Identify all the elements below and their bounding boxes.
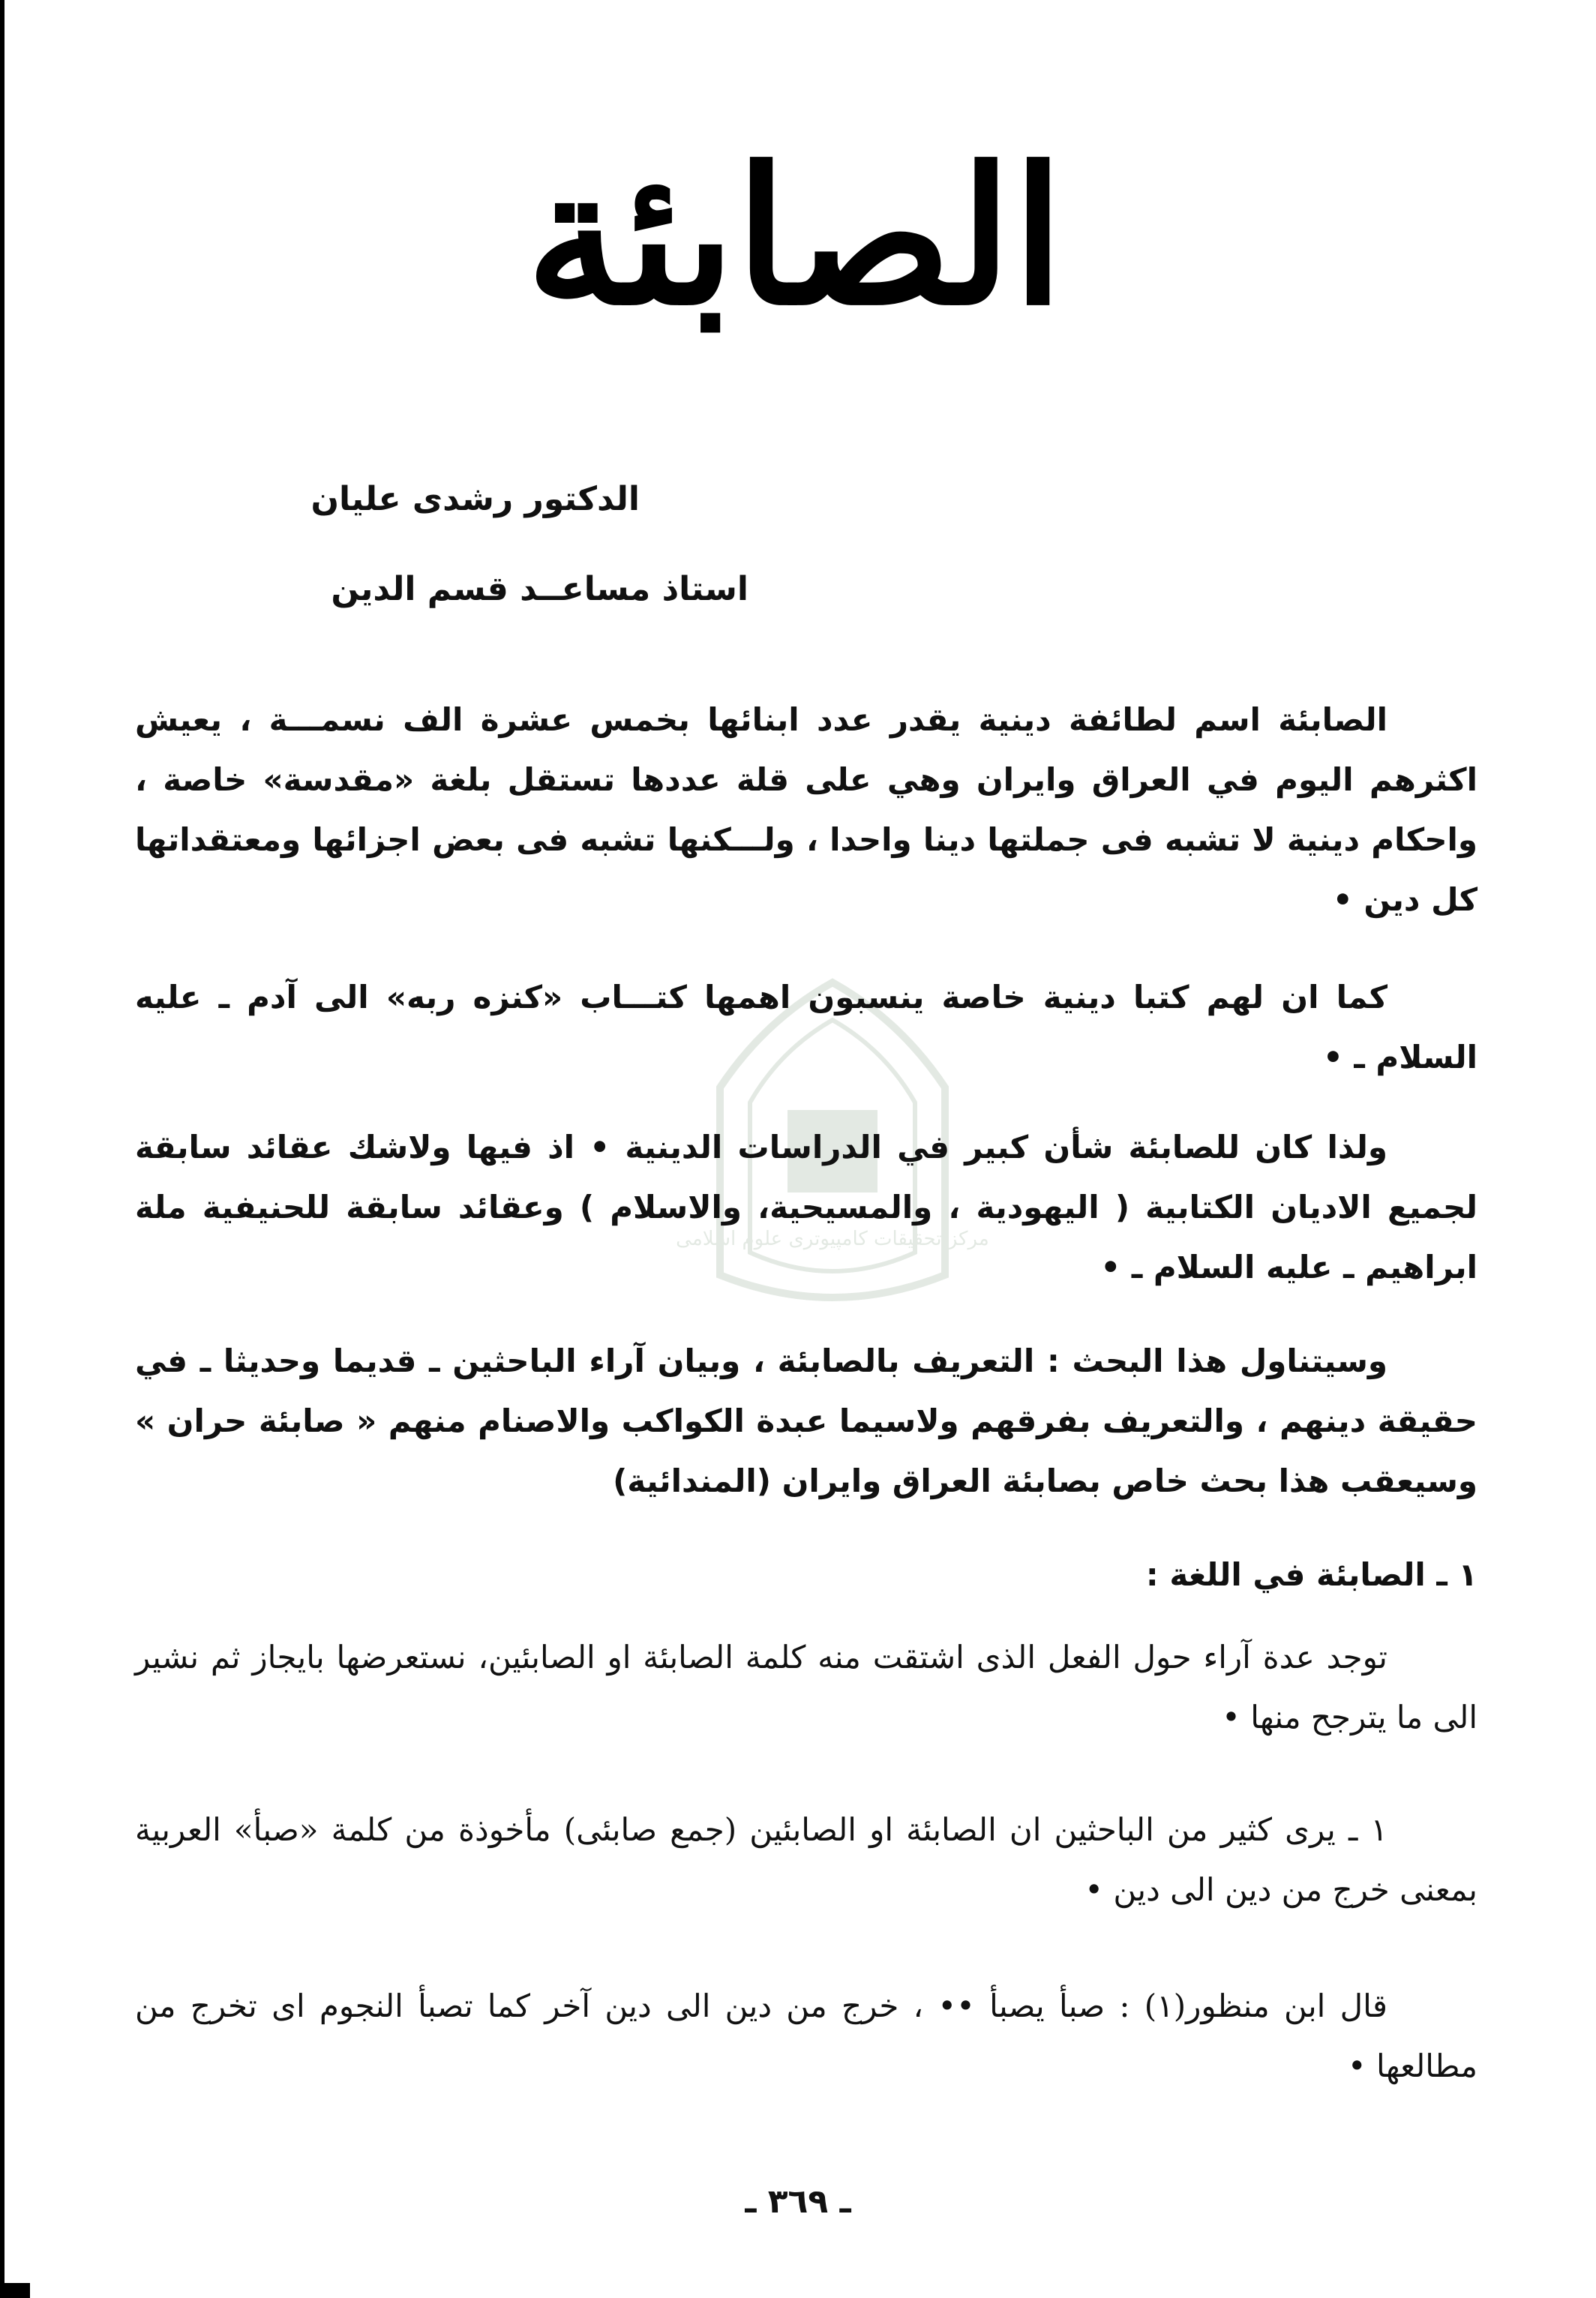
- scan-edge: [0, 0, 4, 2298]
- intro-paragraph-4: وسيتناول هذا البحث : التعريف بالصابئة ، وبيان آراء الباحثين ـ قديما وحديثا ـ في حقيقة دينهم ، والتعريف بفرقهم ولاسيما عبدة الكواكب والاصنام منهم « صابئة حران » وسيعقب هذا بحث خاص بصابئة العراق وايران (المندائية): [135, 1342, 1478, 1499]
- scan-corner: [0, 2283, 30, 2298]
- section-heading: ١ ـ الصابئة في اللغة :: [1145, 1556, 1478, 1593]
- author-name: الدكتور رشدى عليان: [310, 480, 640, 518]
- intro-paragraph-2: كما ان لهم كتبا دينية خاصة ينسبون اهمها كتـــاب «كنزه ربه» الى آدم ـ عليه السلام ـ •: [135, 979, 1478, 1076]
- intro-paragraph-3: ولذا كان للصابئة شأن كبير في الدراسات الدينية • اذ فيها ولاشك عقائد سابقة لجميع الاديان الكتابية ( اليهودية ، والمسيحية، والاسلام ) وعقائد سابقة للحنيفية ملة ابراهيم ـ عليه السلام ـ •: [135, 1129, 1478, 1286]
- body-paragraph-1: توجد عدة آراء حول الفعل الذى اشتقت منه كلمة الصابئة او الصابئين، نستعرضها بايجاز ثم نشير الى ما يترجح منها •: [135, 1639, 1478, 1736]
- page-number: ـ ٣٦٩ ـ: [745, 2182, 851, 2221]
- body-paragraph-3: قال ابن منظور(١) : صبأ يصبأ •• ، خرج من دين الى دين آخر كما تصبأ النجوم اى تخرج من مطالعها •: [135, 1988, 1478, 2084]
- article-title: الصابئة: [526, 126, 1064, 346]
- author-affiliation: استاذ مساعــد قسم الدين: [331, 570, 748, 608]
- watermark-text: مركز تحقيقات كامپيوترى علوم اسلامى: [676, 1228, 989, 1250]
- body-paragraph-2: ١ ـ يرى كثير من الباحثين ان الصابئة او الصابئين (جمع صابئى) مأخوذة من كلمة «صبأ» العربية بمعنى خرج من دين الى دين •: [135, 1811, 1478, 1908]
- intro-paragraph-1: الصابئة اسم لطائفة دينية يقدر عدد ابنائها بخمس عشرة الف نسمـــة ، يعيش اكثرهم اليوم في العراق وايران وهي على قلة عددها تستقل بلغة «مقدسة» خاصة ، واحكام دينية لا تشبه فى جملتها دينا واحدا ، ولـــكنها تشبه فى بعض اجزائها ومعتقداتها كل دين •: [135, 701, 1478, 918]
